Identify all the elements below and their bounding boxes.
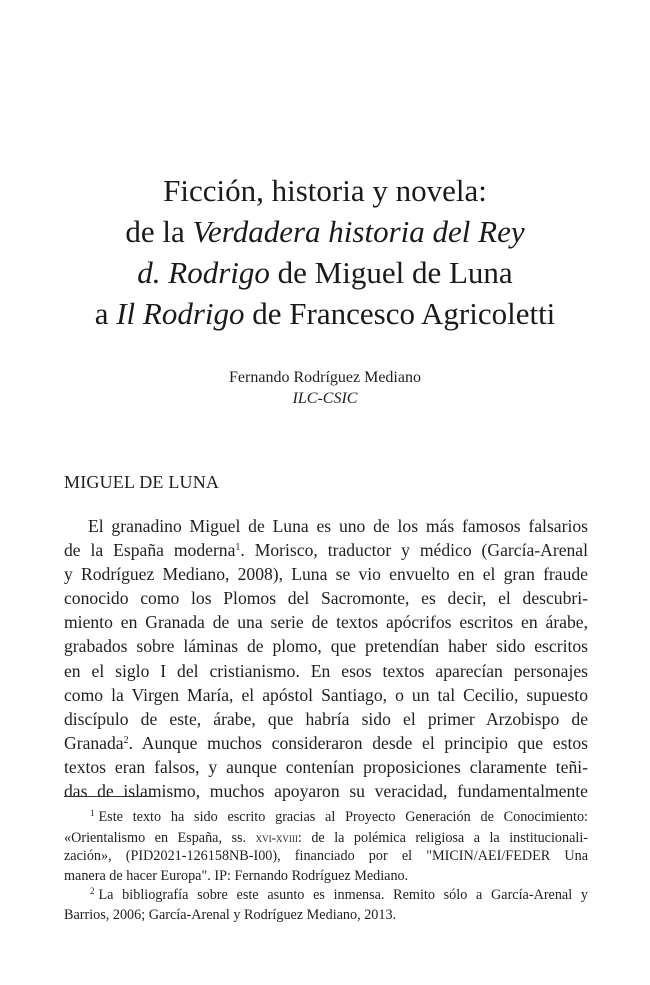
body-line: Granada$^2$. Aunque muchos consideraron desde el principio que estos — [64, 732, 588, 753]
footnote-number-1: 1 — [90, 808, 95, 818]
footnote-1-line: manera de hacer Europa". IP: Fernando Rodríguez Mediano. — [64, 867, 409, 884]
footnote-1-line: $^1$ Este texto ha sido escrito gracias al Proyecto Generación de Conocimiento: — [90, 808, 588, 825]
body-line: como la Virgen María, el apóstol Santiago, o un tal Cecilio, supuesto — [64, 684, 588, 705]
body-line: discípulo de este, árabe, que habría sido el primer Arzobispo de — [64, 708, 588, 729]
footnotes — [64, 808, 588, 926]
footnote-ref-1[interactable]: 1 — [235, 542, 241, 554]
body-line: y Rodríguez Mediano, 2008), Luna se vio envuelto en el gran fraude — [64, 564, 588, 585]
body-line: grabados sobre láminas de plomo, que pretendían haber sido escritos — [64, 636, 588, 657]
title-line-1: Ficción, historia y novela: — [163, 173, 487, 208]
body-line: en el siglo I del cristianismo. En esos textos aparecían personajes — [64, 660, 588, 681]
body-line: de la España moderna$^1$. Morisco, traductor y médico (García-Arenal — [64, 540, 588, 561]
section-heading: MIGUEL DE LUNA — [64, 472, 220, 492]
body-line: miento en Granada de una serie de textos apócrifos escritos en árabe, — [64, 612, 588, 633]
body-line: El granadino Miguel de Luna es uno de los más famosos falsarios — [88, 516, 588, 536]
title-line-2: de la Verdadera historia del Rey — [125, 214, 525, 249]
footnote-number-2: 2 — [90, 886, 95, 897]
footnote-1-line: zación», (PID2021-126158NB-I00), financiado por el "MICIN/AEI/FEDER Una — [64, 848, 588, 865]
body-line: das de islamismo, muchos apoyaron su veracidad, fundamentalmente — [64, 781, 588, 802]
body-line: conocido como los Plomos del Sacromonte, es decir, el descubri- — [64, 588, 588, 609]
author-block — [0, 367, 650, 409]
footnote-2-line: $^2$ La bibliografía sobre este asunto es inmensa. Remito sólo a García-Arenal y — [90, 886, 588, 904]
body-line: textos eran falsos, y aunque contenían proposiciones claramente teñi- — [64, 756, 588, 777]
chapter-title — [0, 170, 650, 334]
footnote-2-line: Barrios, 2006; García-Arenal y Rodríguez Mediano, 2013. — [64, 906, 397, 923]
footnote-separator — [64, 796, 156, 797]
footnote-ref-2[interactable]: 2 — [123, 734, 129, 746]
author-name: Fernando Rodríguez Mediano — [229, 369, 421, 386]
author-affiliation: ILC-CSIC — [292, 390, 358, 407]
footnote-1-line: «Orientalismo en España, ss. xvi-xviii: de la polémica religiosa a la institucionali- — [64, 829, 589, 846]
title-line-3: d. Rodrigo de Miguel de Luna — [137, 255, 513, 290]
title-line-4: a Il Rodrigo de Francesco Agricoletti — [94, 296, 556, 331]
body-paragraph — [64, 514, 588, 803]
